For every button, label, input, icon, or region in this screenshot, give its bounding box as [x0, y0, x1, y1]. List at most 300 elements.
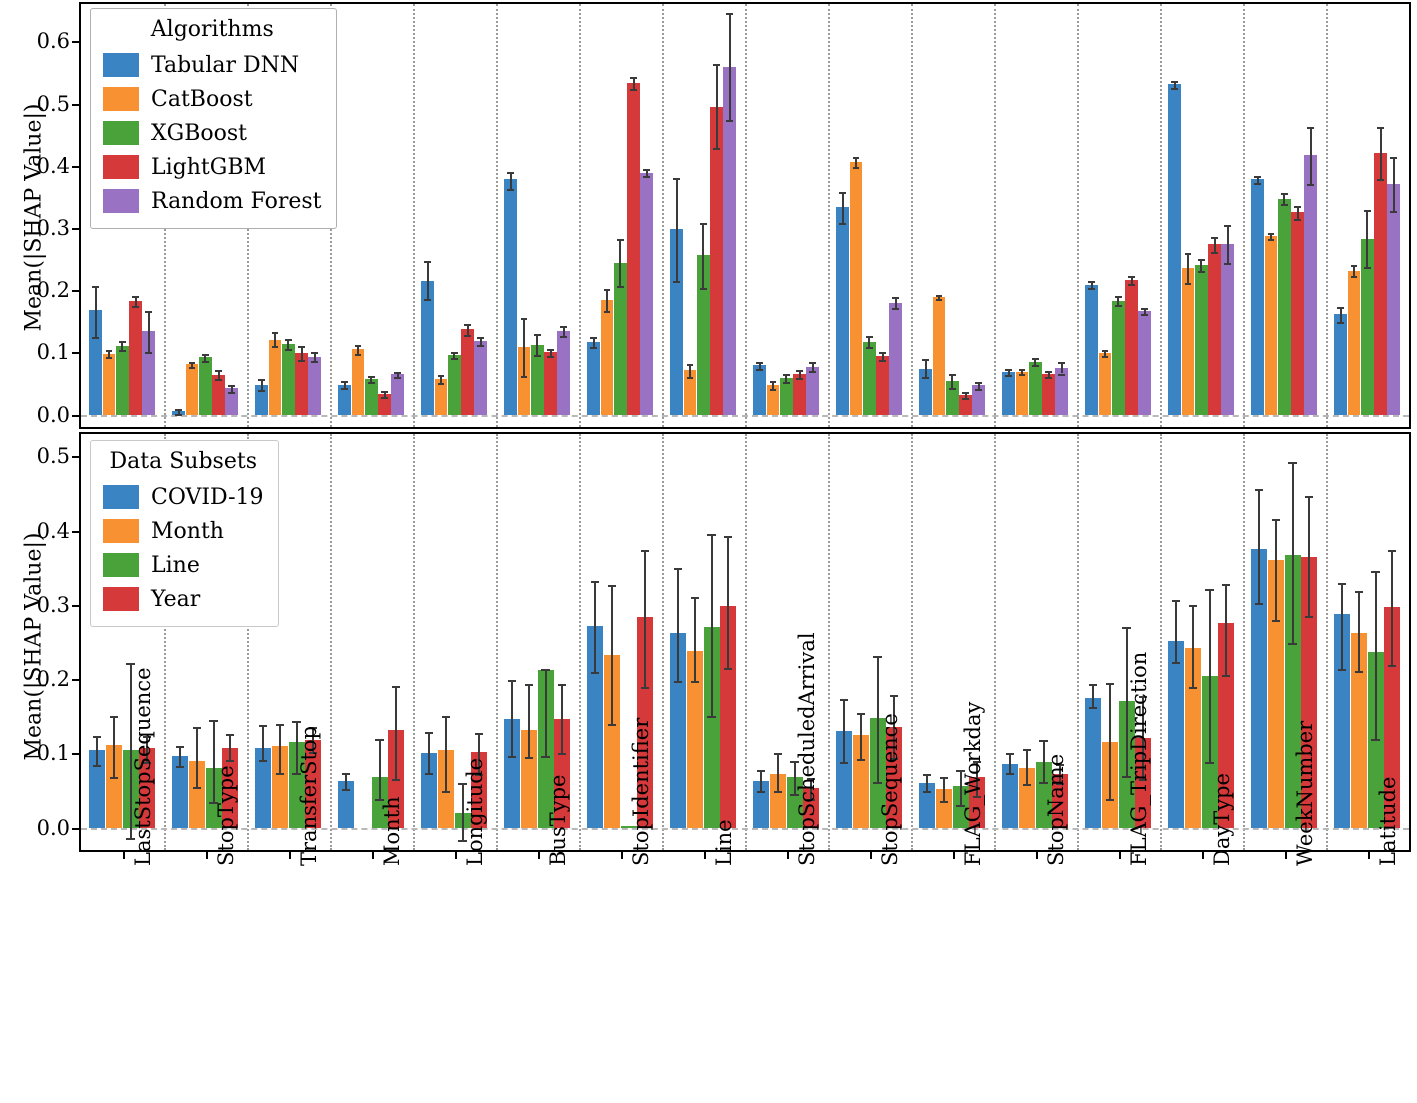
error-bar-cap — [1288, 643, 1296, 645]
error-bar-cap — [975, 389, 982, 391]
error-bar — [229, 734, 231, 760]
error-bar — [729, 13, 731, 121]
x-axis-tick-label: StopScheduledArrival — [794, 632, 819, 866]
error-bar-cap — [1272, 519, 1280, 521]
bar — [836, 207, 849, 415]
error-bar — [1192, 605, 1194, 687]
error-bar-cap — [641, 687, 649, 689]
error-bar-cap — [853, 167, 860, 169]
error-bar-cap — [949, 374, 956, 376]
error-bar-cap — [691, 681, 699, 683]
error-bar-cap — [228, 392, 235, 394]
error-bar-cap — [756, 362, 763, 364]
error-bar-cap — [940, 777, 948, 779]
error-bar-cap — [508, 680, 516, 682]
error-bar-cap — [375, 739, 383, 741]
error-bar-cap — [866, 347, 873, 349]
y-axis-algorithms — [0, 0, 79, 431]
error-bar-cap — [560, 326, 567, 328]
x-axis-tick-mark — [372, 852, 374, 859]
error-bar-cap — [757, 791, 765, 793]
y-axis-tick-label: 0.4 — [36, 518, 70, 543]
x-axis-tick-label: DayType — [1209, 773, 1234, 866]
error-bar-cap — [521, 376, 528, 378]
error-bar-cap — [1141, 308, 1148, 310]
error-bar-cap — [724, 536, 732, 538]
error-bar-cap — [1364, 267, 1371, 269]
error-bar-cap — [1005, 369, 1012, 371]
error-bar-cap — [1255, 603, 1263, 605]
x-axis-tick-label: Month — [379, 796, 404, 866]
gridline-vertical — [994, 4, 996, 427]
error-bar-cap — [355, 345, 362, 347]
error-bar-cap — [687, 364, 694, 366]
error-bar-cap — [381, 397, 388, 399]
bar — [448, 355, 461, 415]
y-axis-tick-label: 0.1 — [36, 741, 70, 766]
error-bar-cap — [189, 367, 196, 369]
gridline-vertical — [579, 434, 581, 850]
error-bar-cap — [368, 376, 375, 378]
error-bar-cap — [1102, 356, 1109, 358]
bar — [116, 346, 129, 415]
bar — [129, 301, 142, 414]
error-bar-cap — [1088, 281, 1095, 283]
error-bar-cap — [276, 724, 284, 726]
legend-item-label: Tabular DNN — [151, 52, 300, 78]
legend-item[interactable] — [103, 548, 264, 582]
error-bar-cap — [1032, 365, 1039, 367]
error-bar — [274, 332, 276, 346]
error-bar-cap — [700, 288, 707, 290]
bar — [461, 329, 474, 414]
x-axis-tick-mark — [953, 852, 955, 859]
error-bar-cap — [341, 381, 348, 383]
error-bar — [545, 669, 547, 757]
error-bar-cap — [92, 337, 99, 339]
error-bar-cap — [1198, 271, 1205, 273]
error-bar-cap — [1355, 671, 1363, 673]
error-bar-cap — [1281, 204, 1288, 206]
legend-swatch — [103, 519, 139, 543]
bar — [557, 331, 570, 415]
error-bar-cap — [783, 382, 790, 384]
error-bar — [1275, 519, 1277, 619]
legend-item[interactable] — [103, 480, 264, 514]
bar — [1138, 311, 1151, 414]
error-bar-cap — [477, 345, 484, 347]
bar — [365, 379, 378, 414]
y-axis-tick-label: 0.0 — [36, 815, 70, 840]
error-bar-cap — [839, 223, 846, 225]
gridline-vertical — [911, 4, 913, 427]
error-bar-cap — [92, 286, 99, 288]
y-axis-tick-label: 0.6 — [36, 29, 70, 54]
gridline-vertical — [828, 434, 830, 850]
error-bar — [113, 716, 115, 777]
gridline-vertical — [579, 4, 581, 427]
error-bar-cap — [547, 356, 554, 358]
error-bar-cap — [617, 239, 624, 241]
error-bar-cap — [1377, 179, 1384, 181]
error-bar-cap — [873, 656, 881, 658]
error-bar-cap — [442, 791, 450, 793]
error-bar-cap — [840, 699, 848, 701]
error-bar — [427, 261, 429, 300]
error-bar-cap — [1115, 305, 1122, 307]
error-bar-cap — [866, 336, 873, 338]
error-bar-cap — [641, 550, 649, 552]
error-bar-cap — [1390, 157, 1397, 159]
error-bar-cap — [1171, 88, 1178, 90]
x-axis-tick-label: StopSequence — [877, 713, 902, 866]
bar — [850, 162, 863, 415]
error-bar-cap — [857, 713, 865, 715]
error-bar-cap — [591, 581, 599, 583]
error-bar-cap — [558, 684, 566, 686]
error-bar-cap — [949, 388, 956, 390]
error-bar-cap — [1023, 784, 1031, 786]
error-bar-cap — [541, 756, 549, 758]
error-bar-cap — [608, 585, 616, 587]
error-bar — [1175, 600, 1177, 662]
bar — [640, 173, 653, 415]
bar — [199, 357, 212, 414]
x-axis-tick-mark — [1036, 852, 1038, 859]
legend-item-label: Year — [151, 586, 201, 612]
error-bar-cap — [1254, 183, 1261, 185]
error-bar — [1393, 157, 1395, 210]
x-axis-tick-mark — [455, 852, 457, 859]
x-axis-tick-label: Latitude — [1375, 776, 1400, 866]
error-bar-cap — [1045, 377, 1052, 379]
error-bar-cap — [1388, 665, 1396, 667]
error-bar-cap — [1307, 127, 1314, 129]
error-bar-cap — [1255, 489, 1263, 491]
error-bar — [511, 680, 513, 756]
error-bar — [1209, 589, 1211, 761]
error-bar-cap — [707, 716, 715, 718]
error-bar — [1227, 225, 1229, 264]
error-bar-cap — [1268, 233, 1275, 235]
y-axis-tick-label: 0.0 — [36, 402, 70, 427]
error-bar-cap — [608, 724, 616, 726]
error-bar-cap — [451, 358, 458, 360]
error-bar-cap — [1205, 589, 1213, 591]
error-bar — [536, 334, 538, 355]
error-bar — [1380, 127, 1382, 179]
error-bar — [379, 739, 381, 799]
bar — [474, 341, 487, 414]
x-axis-tick-mark — [870, 852, 872, 859]
gridline-vertical — [745, 4, 747, 427]
x-axis-tick-label: FLAG_TripDirection — [1126, 651, 1151, 866]
legend — [90, 8, 337, 229]
error-bar-cap — [1224, 263, 1231, 265]
y-axis-tick-mark — [72, 605, 79, 607]
error-bar-cap — [673, 281, 680, 283]
gridline-vertical — [496, 434, 498, 850]
y-axis-tick-label: 0.1 — [36, 340, 70, 365]
error-bar-cap — [1185, 283, 1192, 285]
gridline-vertical — [662, 4, 664, 427]
bar — [1002, 372, 1015, 414]
error-bar-cap — [202, 361, 209, 363]
error-bar-cap — [106, 350, 113, 352]
error-bar-cap — [381, 391, 388, 393]
error-bar-cap — [922, 377, 929, 379]
error-bar-cap — [590, 337, 597, 339]
error-bar — [301, 346, 303, 361]
error-bar-cap — [392, 779, 400, 781]
error-bar-cap — [1294, 206, 1301, 208]
legend-item-label: LightGBM — [151, 154, 267, 180]
error-bar — [1214, 237, 1216, 252]
error-bar-cap — [770, 389, 777, 391]
error-bar-cap — [209, 720, 217, 722]
error-bar-cap — [258, 379, 265, 381]
error-bar-cap — [630, 89, 637, 91]
error-bar-cap — [1005, 375, 1012, 377]
y-axis-tick-mark — [72, 679, 79, 681]
error-bar-cap — [193, 787, 201, 789]
error-bar-cap — [892, 308, 899, 310]
error-bar-cap — [1198, 259, 1205, 261]
error-bar-cap — [604, 289, 611, 291]
error-bar-cap — [1115, 296, 1122, 298]
error-bar-cap — [119, 341, 126, 343]
error-bar-cap — [145, 352, 152, 354]
error-bar-cap — [525, 684, 533, 686]
legend-item[interactable] — [103, 116, 322, 150]
y-axis-label-bottom: Mean(|SHAP Value|) — [21, 532, 47, 761]
error-bar-cap — [809, 362, 816, 364]
bar — [1278, 199, 1291, 415]
error-bar-cap — [783, 374, 790, 376]
error-bar-cap — [1338, 669, 1346, 671]
legend-swatch — [103, 121, 139, 145]
bar — [1251, 179, 1264, 414]
error-bar-cap — [1141, 314, 1148, 316]
error-bar-cap — [1337, 307, 1344, 309]
bar — [1387, 184, 1400, 415]
x-axis-tick-label: LastStopSequence — [130, 667, 155, 866]
error-bar — [262, 725, 264, 760]
error-bar-cap — [259, 725, 267, 727]
bar — [1348, 271, 1361, 415]
gridline-vertical — [1326, 434, 1328, 850]
error-bar — [445, 716, 447, 791]
x-axis-tick-mark — [621, 852, 623, 859]
bar — [1042, 374, 1055, 414]
error-bar-cap — [1338, 583, 1346, 585]
gridline-vertical — [994, 434, 996, 850]
error-bar-cap — [558, 753, 566, 755]
error-bar — [196, 727, 198, 786]
error-bar — [1092, 684, 1094, 707]
y-axis-tick-mark — [72, 415, 79, 417]
error-bar-cap — [962, 392, 969, 394]
error-bar — [1341, 583, 1343, 669]
error-bar-cap — [298, 360, 305, 362]
error-bar-cap — [110, 716, 118, 718]
y-axis-tick-label: 0.3 — [36, 592, 70, 617]
legend-item[interactable] — [103, 150, 322, 184]
error-bar-cap — [796, 370, 803, 372]
error-bar-cap — [272, 346, 279, 348]
legend-item[interactable] — [103, 514, 264, 548]
error-bar-cap — [1272, 620, 1280, 622]
legend-item-label: COVID-19 — [151, 484, 264, 510]
y-axis-tick-mark — [72, 531, 79, 533]
error-bar-cap — [1268, 239, 1275, 241]
error-bar-cap — [1088, 288, 1095, 290]
error-bar — [860, 713, 862, 759]
error-bar — [345, 773, 347, 789]
gridline-vertical — [413, 4, 415, 427]
gridline-vertical — [1243, 4, 1245, 427]
y-axis-tick-mark — [72, 41, 79, 43]
legend-item-label: CatBoost — [151, 86, 253, 112]
error-bar-cap — [774, 791, 782, 793]
error-bar-cap — [879, 360, 886, 362]
error-bar — [1358, 591, 1360, 671]
bar — [1029, 362, 1042, 415]
legend-swatch — [103, 485, 139, 509]
error-bar-cap — [451, 352, 458, 354]
legend-item[interactable] — [103, 48, 322, 82]
error-bar-cap — [1377, 127, 1384, 129]
legend — [90, 440, 279, 627]
x-axis-tick-label: BusType — [545, 774, 570, 866]
error-bar-cap — [534, 355, 541, 357]
bar — [1304, 155, 1317, 414]
error-bar-cap — [392, 686, 400, 688]
bar — [1208, 244, 1221, 414]
error-bar-cap — [507, 172, 514, 174]
bar — [1168, 641, 1184, 827]
error-bar-cap — [126, 663, 134, 665]
bar — [863, 342, 876, 415]
bar — [753, 365, 766, 414]
y-axis-data-subsets — [0, 432, 79, 852]
error-bar-cap — [228, 385, 235, 387]
gridline-vertical — [496, 4, 498, 427]
error-bar-cap — [857, 759, 865, 761]
error-bar-cap — [258, 390, 265, 392]
legend-item-label: XGBoost — [151, 120, 248, 146]
error-bar-cap — [770, 381, 777, 383]
legend-item[interactable] — [103, 82, 322, 116]
error-bar-cap — [1122, 627, 1130, 629]
error-bar-cap — [1128, 284, 1135, 286]
error-bar-cap — [534, 334, 541, 336]
error-bar-cap — [106, 357, 113, 359]
error-bar-cap — [1058, 374, 1065, 376]
x-axis-tick-mark — [1285, 852, 1287, 859]
legend-item[interactable] — [103, 582, 264, 616]
y-axis-tick-mark — [72, 104, 79, 106]
error-bar — [1310, 127, 1312, 184]
error-bar — [510, 172, 512, 189]
bar — [587, 342, 600, 414]
bar — [889, 303, 902, 415]
error-bar-cap — [1189, 687, 1197, 689]
error-bar — [727, 536, 729, 668]
bar — [1265, 236, 1278, 415]
error-bar-cap — [809, 371, 816, 373]
y-axis-tick-label: 0.4 — [36, 153, 70, 178]
x-axis-tick-mark — [538, 852, 540, 859]
bar — [391, 374, 404, 414]
x-axis-tick-mark — [1368, 852, 1370, 859]
error-bar-cap — [438, 383, 445, 385]
error-bar-cap — [272, 332, 279, 334]
error-bar-cap — [590, 347, 597, 349]
error-bar-cap — [1189, 605, 1197, 607]
error-bar-cap — [1388, 550, 1396, 552]
error-bar — [1375, 571, 1377, 740]
error-bar-cap — [1089, 707, 1097, 709]
error-bar — [843, 699, 845, 761]
error-bar-cap — [175, 409, 182, 411]
error-bar-cap — [424, 261, 431, 263]
bar — [282, 344, 295, 415]
error-bar-cap — [1355, 591, 1363, 593]
error-bar-cap — [1023, 749, 1031, 751]
error-bar-cap — [1106, 799, 1114, 801]
bar — [1016, 372, 1029, 415]
bar — [1125, 280, 1138, 414]
error-bar-cap — [774, 753, 782, 755]
error-bar-cap — [700, 223, 707, 225]
error-bar-cap — [541, 669, 549, 671]
legend-item[interactable] — [103, 184, 322, 218]
error-bar — [1258, 489, 1260, 603]
error-bar-cap — [394, 377, 401, 379]
error-bar-cap — [1045, 371, 1052, 373]
legend-swatch — [103, 553, 139, 577]
bar — [1221, 244, 1234, 414]
y-axis-tick-mark — [72, 228, 79, 230]
error-bar-cap — [442, 716, 450, 718]
error-bar-cap — [276, 773, 284, 775]
bar — [1099, 353, 1112, 415]
error-bar-cap — [93, 765, 101, 767]
error-bar-cap — [1019, 374, 1026, 376]
y-axis-tick-mark — [72, 290, 79, 292]
bar — [186, 364, 199, 414]
y-axis-tick-mark — [72, 753, 79, 755]
error-bar-cap — [1305, 616, 1313, 618]
error-bar-cap — [1294, 219, 1301, 221]
error-bar-cap — [691, 597, 699, 599]
gridline-vertical — [330, 434, 332, 850]
error-bar — [760, 770, 762, 791]
error-bar-cap — [1364, 210, 1371, 212]
legend-swatch — [103, 87, 139, 111]
bar — [1085, 698, 1101, 828]
error-bar-cap — [1224, 225, 1231, 227]
error-bar-cap — [355, 354, 362, 356]
error-bar-cap — [1106, 683, 1114, 685]
x-axis-categories — [79, 632, 1411, 1102]
error-bar — [428, 732, 430, 773]
error-bar-cap — [936, 295, 943, 297]
gridline-vertical — [745, 434, 747, 850]
error-bar — [96, 736, 98, 765]
error-bar-cap — [879, 352, 886, 354]
